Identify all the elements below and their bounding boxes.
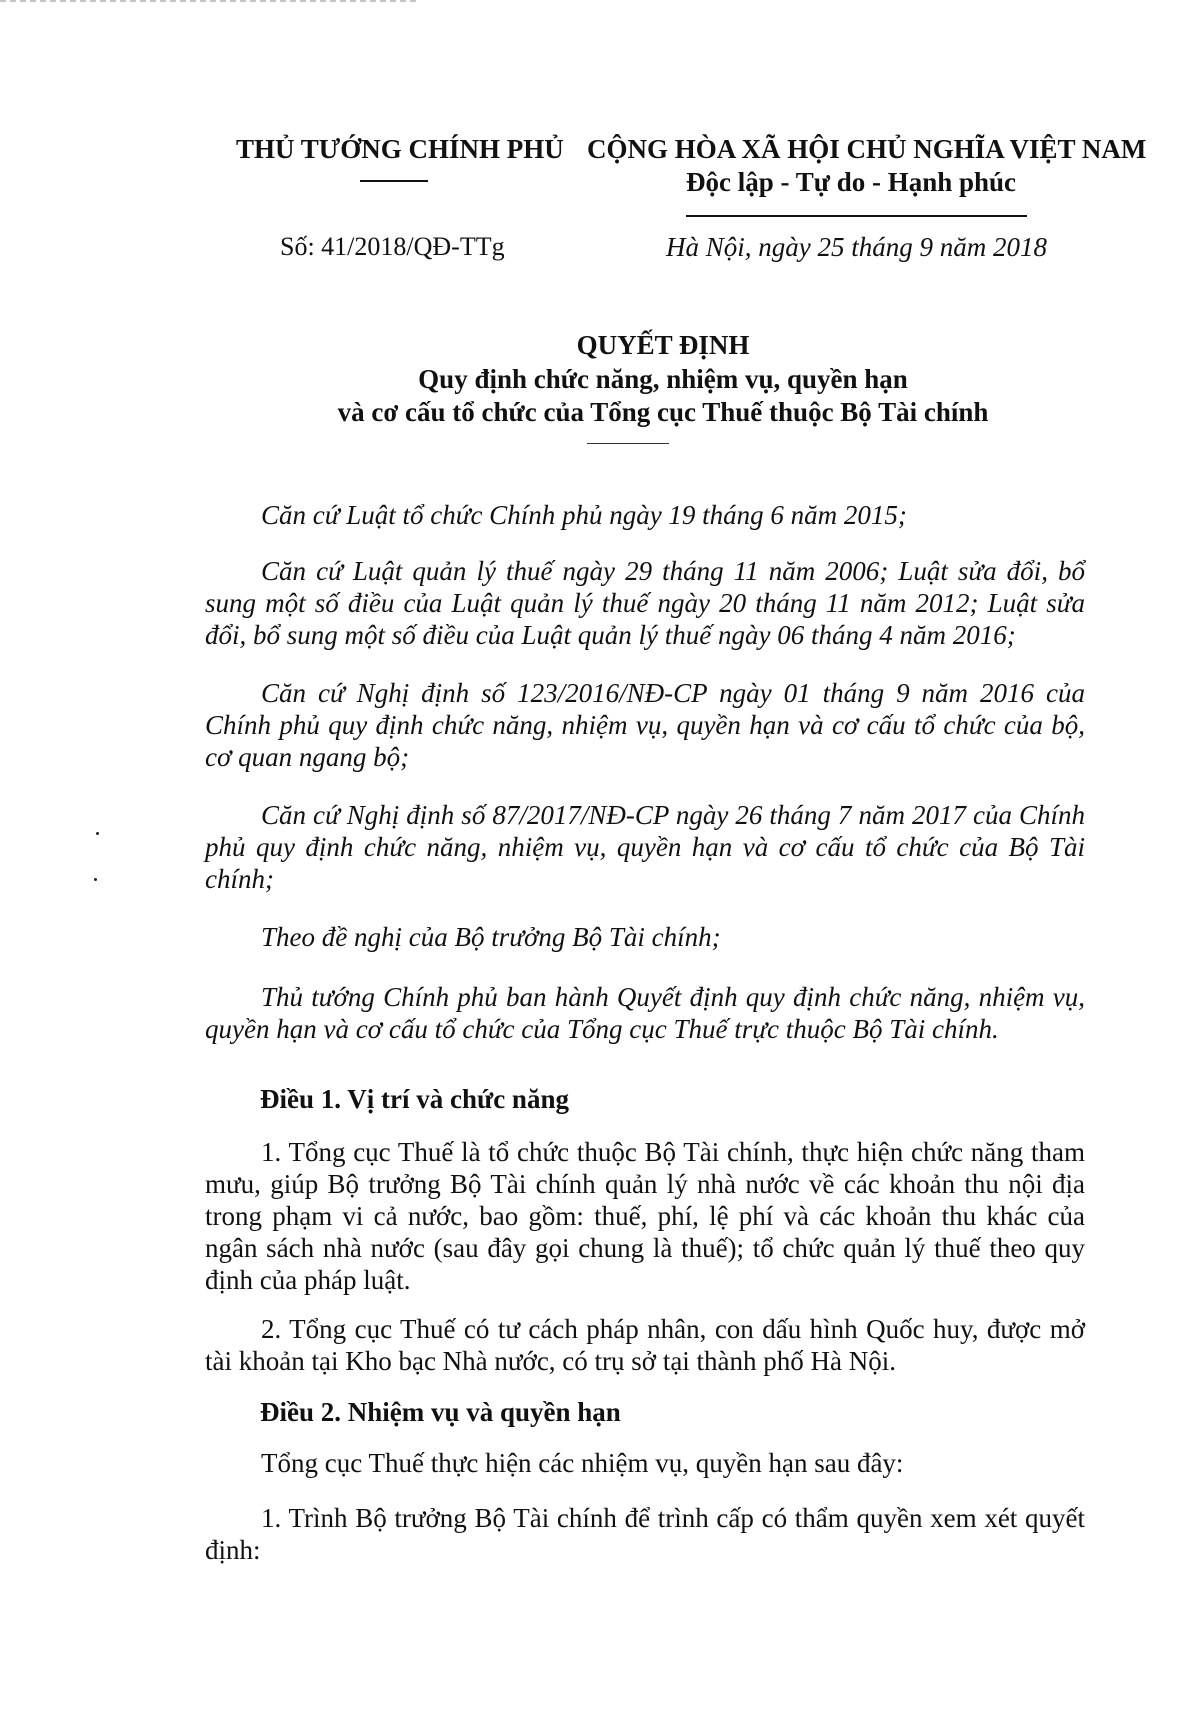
article-2-heading: Điều 2. Nhiệm vụ và quyền hạn bbox=[260, 1397, 621, 1427]
issuing-authority: THỦ TƯỚNG CHÍNH PHỦ bbox=[236, 134, 564, 164]
article-1-clause-1: 1. Tổng cục Thuế là tổ chức thuộc Bộ Tài chính, thực hiện chức năng tham mưu, giúp Bộ trưởng Bộ Tài chính quản lý nhà nước về các khoản thu nội địa trong phạm vi cả nước, bao gồm: thuế, phí, lệ phí và các khoản thu khác của ngân sách nhà nước (sau đây gọi chung là thuế); tổ chức quản lý thuế theo quy định của pháp luật. bbox=[205, 1137, 1085, 1295]
scan-edge-artifact bbox=[0, 0, 420, 2]
document-type-title: QUYẾT ĐỊNH bbox=[576, 330, 750, 360]
proposal-basis: Theo đề nghị của Bộ trưởng Bộ Tài chính; bbox=[261, 922, 721, 952]
national-motto: Độc lập - Tự do - Hạnh phúc bbox=[686, 167, 1017, 197]
document-subject-line-2: và cơ cấu tổ chức của Tổng cục Thuế thuộc Bộ Tài chính bbox=[337, 397, 989, 427]
document-number: Số: 41/2018/QĐ-TTg bbox=[280, 232, 505, 261]
article-1-clause-2: 2. Tổng cục Thuế có tư cách pháp nhân, con dấu hình Quốc huy, được mở tài khoản tại Kho bạc Nhà nước, có trụ sở tại thành phố Hà Nội. bbox=[205, 1314, 1085, 1376]
legal-basis-3: Căn cứ Nghị định số 123/2016/NĐ-CP ngày 01 tháng 9 năm 2016 của Chính phủ quy định chức năng, nhiệm vụ, quyền hạn và cơ cấu tổ chức của bộ, cơ quan ngang bộ; bbox=[205, 678, 1085, 772]
legal-basis-1: Căn cứ Luật tổ chức Chính phủ ngày 19 tháng 6 năm 2015; bbox=[261, 500, 907, 530]
article-1-heading: Điều 1. Vị trí và chức năng bbox=[260, 1084, 569, 1114]
article-2-intro: Tổng cục Thuế thực hiện các nhiệm vụ, quyền hạn sau đây: bbox=[261, 1448, 904, 1478]
place-and-date: Hà Nội, ngày 25 tháng 9 năm 2018 bbox=[666, 232, 1047, 262]
authority-underline bbox=[360, 180, 428, 182]
document-subject-line-1: Quy định chức năng, nhiệm vụ, quyền hạn bbox=[418, 364, 908, 394]
motto-underline bbox=[686, 215, 1027, 217]
scan-speck bbox=[94, 878, 97, 881]
scan-speck bbox=[96, 832, 99, 835]
legal-basis-2: Căn cứ Luật quản lý thuế ngày 29 tháng 11 năm 2006; Luật sửa đổi, bổ sung một số điều của Luật quản lý thuế ngày 20 tháng 11 năm 2012; Luật sửa đổi, bổ sung một số điều của Luật quản lý thuế ngày 06 tháng 4 năm 2016; bbox=[205, 556, 1085, 650]
legal-basis-4: Căn cứ Nghị định số 87/2017/NĐ-CP ngày 26 tháng 7 năm 2017 của Chính phủ quy định chức năng, nhiệm vụ, quyền hạn và cơ cấu tổ chức của Bộ Tài chính; bbox=[205, 800, 1085, 894]
country-name: CỘNG HÒA XÃ HỘI CHỦ NGHĨA VIỆT NAM bbox=[587, 134, 1147, 164]
title-divider bbox=[587, 443, 669, 444]
issuance-statement: Thủ tướng Chính phủ ban hành Quyết định quy định chức năng, nhiệm vụ, quyền hạn và cơ cấu tổ chức của Tổng cục Thuế trực thuộc Bộ Tài chính. bbox=[205, 982, 1085, 1044]
article-2-clause-1: 1. Trình Bộ trưởng Bộ Tài chính để trình cấp có thẩm quyền xem xét quyết định: bbox=[205, 1503, 1085, 1565]
